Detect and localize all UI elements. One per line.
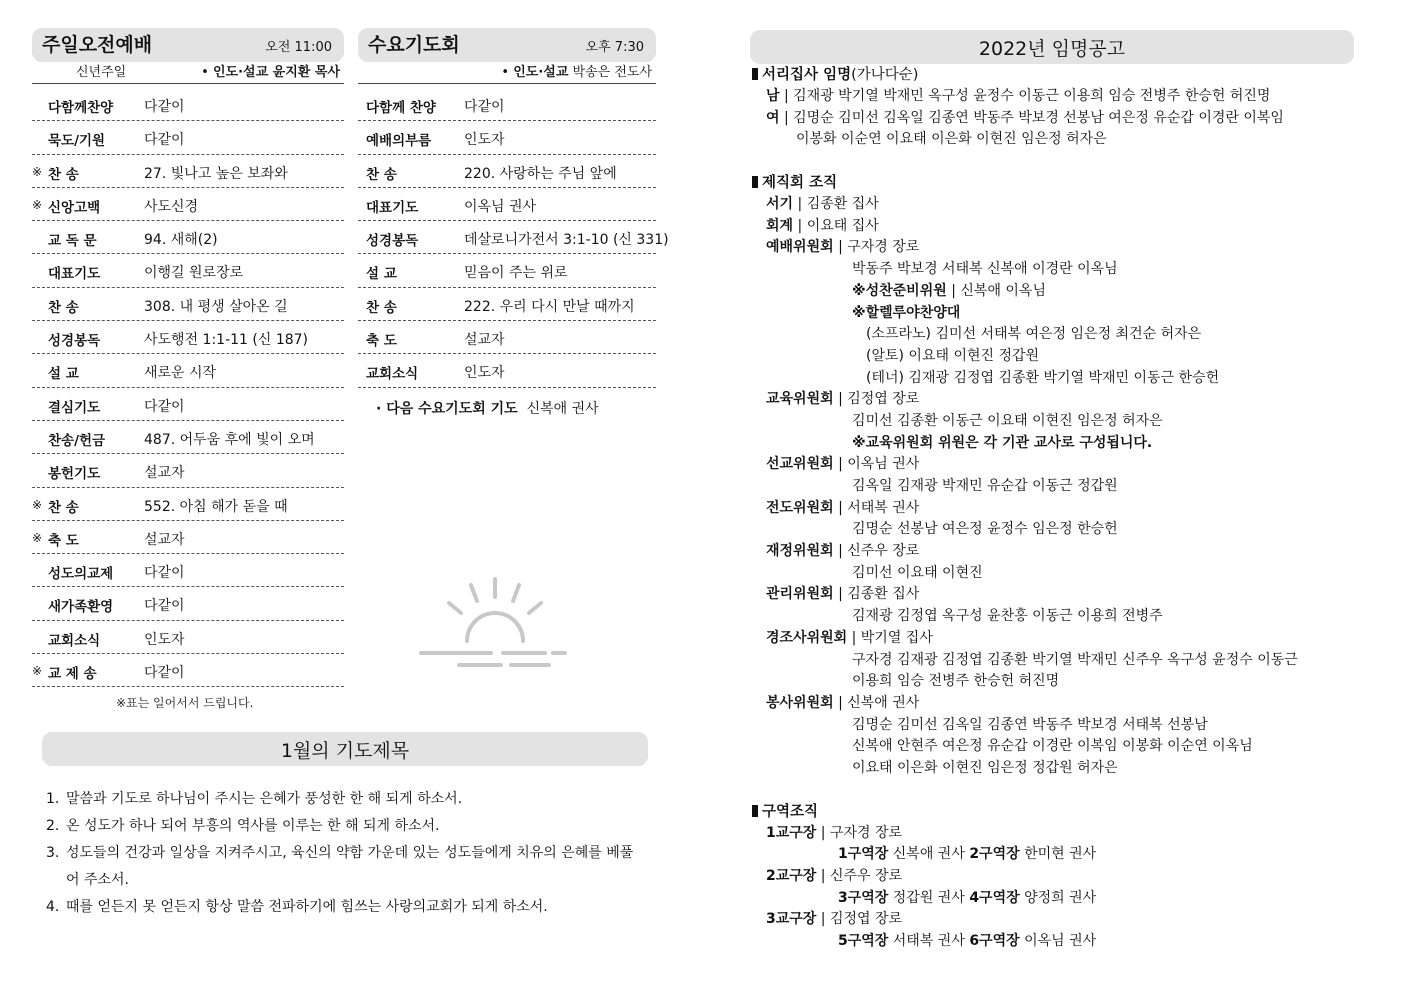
order-label: 봉헌기도 bbox=[48, 466, 101, 483]
worship-committee: 예배위원회 | 구자경 장로 bbox=[766, 239, 920, 256]
order-label: 새가족환영 bbox=[48, 599, 114, 616]
prayer-number: 1. bbox=[46, 791, 60, 807]
service-committee: 봉사위원회 | 신복애 권사 bbox=[766, 694, 920, 711]
standing-mark: ※ bbox=[32, 164, 43, 179]
order-label: 찬 송 bbox=[48, 166, 79, 183]
order-row bbox=[32, 521, 344, 554]
order-label: 교회소식 bbox=[48, 632, 101, 649]
district-2-groups: 3구역장 정갑원 권사 4구역장 양정희 권사 bbox=[838, 889, 1097, 906]
prayer-item bbox=[46, 894, 646, 921]
prayer-header bbox=[42, 732, 648, 766]
standing-mark: ※ bbox=[32, 664, 43, 679]
order-row bbox=[358, 288, 656, 321]
district-heading: 구역조직 bbox=[752, 801, 1372, 823]
order-value: 487. 어두움 후에 빛이 오며 bbox=[144, 431, 315, 448]
order-row bbox=[358, 155, 656, 188]
order-value: 222. 우리 다시 만날 때까지 bbox=[464, 298, 635, 315]
service-members: 김명순 김미선 김옥일 김종연 박동주 박보경 서태복 선봉남 bbox=[852, 716, 1208, 733]
sunday-subheader bbox=[32, 62, 344, 84]
order-value: 사도신경 bbox=[144, 198, 199, 215]
order-row bbox=[32, 354, 344, 387]
bullet-icon bbox=[752, 68, 758, 80]
prayer-text: 성도들의 건강과 일상을 지켜주시고, 육신의 약함 가운데 있는 성도들에게 치유의 은혜를 베풀어 주소서. bbox=[66, 845, 634, 888]
management-committee: 관리위원회 | 김종환 집사 bbox=[766, 586, 920, 603]
hallelujah-choir: ※할렐루야찬양대 bbox=[852, 304, 961, 321]
order-value: 94. 새해(2) bbox=[144, 232, 218, 249]
order-value: 다같이 bbox=[144, 398, 185, 415]
order-row bbox=[32, 155, 344, 188]
deacon-men: 남 | 김재광 박기열 박재민 옥구성 윤정수 이동근 이용희 임승 전병주 한승헌 허진명 bbox=[766, 88, 1271, 104]
order-label: 교 제 송 bbox=[48, 666, 97, 683]
standing-mark: ※ bbox=[32, 530, 43, 545]
management-members: 김재광 김정엽 옥구성 윤찬홍 이동근 이용희 전병주 bbox=[852, 608, 1163, 625]
order-row bbox=[32, 388, 344, 421]
prayer-text: 온 성도가 하나 되어 부흥의 역사를 이루는 한 해 되게 하소서. bbox=[66, 818, 440, 834]
order-value: 인도자 bbox=[464, 132, 505, 149]
bullet-icon bbox=[752, 176, 758, 188]
condolence-committee: 경조사위원회 | 박기열 집사 bbox=[766, 629, 933, 646]
treasurer: 회계 | 이요태 집사 bbox=[766, 217, 879, 234]
condolence-members-cont: 이용희 임승 전병주 한승헌 허진명 bbox=[852, 673, 1060, 690]
education-note: ※교육위원회 위원은 각 기관 교사로 구성됩니다. bbox=[852, 434, 1153, 451]
order-row bbox=[32, 88, 344, 121]
prayer-item bbox=[46, 840, 646, 894]
order-row bbox=[358, 188, 656, 221]
order-row bbox=[32, 321, 344, 354]
secretary: 서기 | 김종환 집사 bbox=[766, 196, 879, 213]
prayer-text: 말씀과 기도로 하나님이 주시는 은혜가 풍성한 한 해 되게 하소서. bbox=[66, 791, 463, 807]
order-label: 찬 송 bbox=[48, 299, 79, 316]
order-value: 이행길 원로장로 bbox=[144, 265, 244, 282]
order-label: 설 교 bbox=[48, 366, 79, 383]
order-label: 교 독 문 bbox=[48, 233, 97, 250]
order-label: 결심기도 bbox=[48, 399, 101, 416]
order-row bbox=[358, 88, 656, 121]
order-value: 인도자 bbox=[464, 365, 505, 382]
communion-prep: ※성찬준비위원 | 신복애 이옥님 bbox=[852, 282, 1046, 299]
order-label: 대표기도 bbox=[48, 266, 101, 283]
district-3: 3교구장 | 김정엽 장로 bbox=[766, 911, 903, 928]
order-value: 다같이 bbox=[144, 598, 185, 615]
order-row bbox=[32, 254, 344, 287]
order-value: 220. 사랑하는 주님 앞에 bbox=[464, 165, 617, 182]
wednesday-header bbox=[358, 28, 656, 62]
appointments-title: 2022년 임명공고 bbox=[978, 38, 1126, 60]
order-value: 이옥님 권사 bbox=[464, 198, 537, 215]
order-row bbox=[358, 321, 656, 354]
district-2: 2교구장 | 신주우 장로 bbox=[766, 868, 903, 884]
worship-members: 박동주 박보경 서태복 신복애 이경란 이옥님 bbox=[852, 261, 1118, 278]
org-heading: 제직회 조직 bbox=[752, 172, 1372, 194]
order-row bbox=[32, 221, 344, 254]
deacon-heading: 서리집사 임명(가나다순) bbox=[752, 64, 1372, 86]
order-row bbox=[358, 121, 656, 154]
order-label: 찬송/헌금 bbox=[48, 432, 106, 449]
appointments-body bbox=[752, 64, 1372, 953]
order-row bbox=[358, 354, 656, 387]
order-value: 설교자 bbox=[464, 332, 505, 349]
condolence-members: 구자경 김재광 김정엽 김종환 박기열 박재민 신주우 옥구성 윤정수 이동근 bbox=[852, 651, 1298, 668]
district-1: 1교구장 | 구자경 장로 bbox=[766, 824, 903, 841]
district-1-groups: 1구역장 신복애 권사 2구역장 한미현 권사 bbox=[838, 846, 1097, 863]
order-label: 찬 송 bbox=[366, 299, 397, 316]
order-label: 묵도/기원 bbox=[48, 133, 106, 150]
order-label: 성경봉독 bbox=[366, 233, 419, 250]
order-value: 552. 아침 해가 돋을 때 bbox=[144, 498, 288, 515]
choir-tenor: (테너) 김재광 김정엽 김종환 박기열 박재민 이동근 한승헌 bbox=[866, 369, 1220, 386]
prayer-number: 3. bbox=[46, 845, 60, 861]
order-value: 사도행전 1:1-11 (신 187) bbox=[144, 332, 309, 349]
service-members-cont: 신복애 안현주 여은정 유순갑 이경란 이복임 이봉화 이순연 이옥님 bbox=[852, 738, 1253, 755]
education-members: 김미선 김종환 이동근 이요태 이현진 임은정 허자은 bbox=[852, 412, 1163, 429]
order-label: 성도의교제 bbox=[48, 566, 114, 583]
bullet-icon bbox=[752, 805, 758, 817]
order-row bbox=[32, 554, 344, 587]
finance-committee: 재정위원회 | 신주우 장로 bbox=[766, 543, 920, 560]
order-row bbox=[32, 288, 344, 321]
order-row bbox=[32, 621, 344, 654]
sunday-leader: • 인도·설교 윤지환 목사 bbox=[201, 65, 340, 80]
order-value: 308. 내 평생 살아온 길 bbox=[144, 298, 288, 315]
order-value: 인도자 bbox=[144, 631, 185, 648]
order-value: 데살로니가전서 3:1-10 (신 331) bbox=[464, 232, 669, 249]
order-value: 설교자 bbox=[144, 465, 185, 482]
sunday-footnote: ※표는 일어서서 드립니다. bbox=[116, 696, 254, 710]
order-label: 성경봉독 bbox=[48, 333, 101, 350]
order-label: 축 도 bbox=[366, 333, 397, 350]
deacon-women: 여 | 김명순 김미선 김옥일 김종연 박동주 박보경 선봉남 여은정 유순갑 이경란 이복임 bbox=[766, 109, 1284, 126]
prayer-title: 1월의 기도제목 bbox=[280, 740, 410, 762]
wednesday-leader: • 인도·설교 박송은 전도사 bbox=[501, 65, 652, 80]
wednesday-title: 수요기도회 bbox=[368, 34, 460, 56]
sunrise-icon bbox=[415, 575, 575, 670]
order-value: 27. 빛나고 높은 보좌와 bbox=[144, 165, 288, 182]
wednesday-subheader bbox=[358, 62, 656, 84]
standing-mark: ※ bbox=[32, 197, 43, 212]
order-value: 설교자 bbox=[144, 531, 185, 548]
order-row bbox=[32, 188, 344, 221]
wednesday-time: 오후 7:30 bbox=[585, 40, 644, 55]
mission-committee: 선교위원회 | 이옥님 권사 bbox=[766, 456, 920, 473]
sunday-time: 오전 11:00 bbox=[265, 40, 332, 55]
order-value: 다같이 bbox=[144, 99, 185, 115]
order-label: 찬 송 bbox=[366, 166, 397, 183]
finance-members: 김미선 이요태 이현진 bbox=[852, 564, 983, 581]
order-label: 교회소식 bbox=[366, 366, 419, 383]
order-value: 다같이 bbox=[144, 132, 185, 149]
wednesday-order-table bbox=[358, 88, 669, 388]
sunday-header bbox=[32, 28, 344, 62]
standing-mark: ※ bbox=[32, 497, 43, 512]
prayer-text: 때를 얻든지 못 얻든지 항상 말씀 전파하기에 힘쓰는 사랑의교회가 되게 하소서. bbox=[66, 899, 548, 915]
order-value: 다같이 bbox=[464, 99, 505, 115]
choir-soprano: (소프라노) 김미선 서태복 여은정 임은정 최건순 허자은 bbox=[866, 326, 1202, 343]
district-3-groups: 5구역장 서태복 권사 6구역장 이옥님 권사 bbox=[838, 933, 1097, 950]
choir-alto: (알토) 이요태 이현진 정갑원 bbox=[866, 347, 1040, 364]
wednesday-next-prayer: · 다음 수요기도회 기도 신복애 권사 bbox=[376, 401, 599, 417]
order-value: 다같이 bbox=[144, 665, 185, 682]
prayer-item bbox=[46, 813, 646, 840]
order-label: 설 교 bbox=[366, 266, 397, 283]
order-row bbox=[358, 254, 656, 287]
prayer-list bbox=[46, 786, 646, 921]
order-value: 다같이 bbox=[144, 565, 185, 582]
order-value: 믿음이 주는 위로 bbox=[464, 265, 568, 282]
deacon-women-cont: 이봉화 이순연 이요태 이은화 이현진 임은정 허자은 bbox=[796, 131, 1107, 148]
evangelism-committee: 전도위원회 | 서태복 권사 bbox=[766, 499, 920, 516]
appointments-header bbox=[750, 30, 1354, 64]
order-label: 다함께찬양 bbox=[48, 100, 114, 116]
order-label: 축 도 bbox=[48, 532, 79, 549]
prayer-item bbox=[46, 786, 646, 813]
evangelism-members: 김명순 선봉남 여은정 윤정수 임은정 한승헌 bbox=[852, 521, 1118, 538]
order-row bbox=[32, 454, 344, 487]
sunday-occasion: 신년주일 bbox=[76, 65, 127, 80]
order-row bbox=[32, 488, 344, 521]
order-label: 예배의부름 bbox=[366, 133, 432, 150]
order-label: 찬 송 bbox=[48, 499, 79, 516]
order-row bbox=[32, 654, 344, 687]
prayer-number: 2. bbox=[46, 818, 60, 834]
mission-members: 김옥일 김재광 박재민 유순갑 이동근 정갑원 bbox=[852, 478, 1118, 494]
order-label: 신앙고백 bbox=[48, 199, 101, 216]
education-committee: 교육위원회 | 김정엽 장로 bbox=[766, 391, 920, 408]
sunday-title: 주일오전예배 bbox=[42, 34, 153, 56]
prayer-number: 4. bbox=[46, 899, 60, 915]
order-row bbox=[32, 587, 344, 620]
order-row bbox=[32, 421, 344, 454]
order-value: 새로운 시작 bbox=[144, 365, 217, 382]
order-row bbox=[32, 121, 344, 154]
sunday-order-table bbox=[32, 88, 344, 687]
service-members-cont2: 이요태 이은화 이현진 임은정 정갑원 허자은 bbox=[852, 759, 1118, 776]
order-label: 다함께 찬양 bbox=[366, 100, 436, 116]
order-row bbox=[358, 221, 669, 254]
order-label: 대표기도 bbox=[366, 199, 419, 216]
